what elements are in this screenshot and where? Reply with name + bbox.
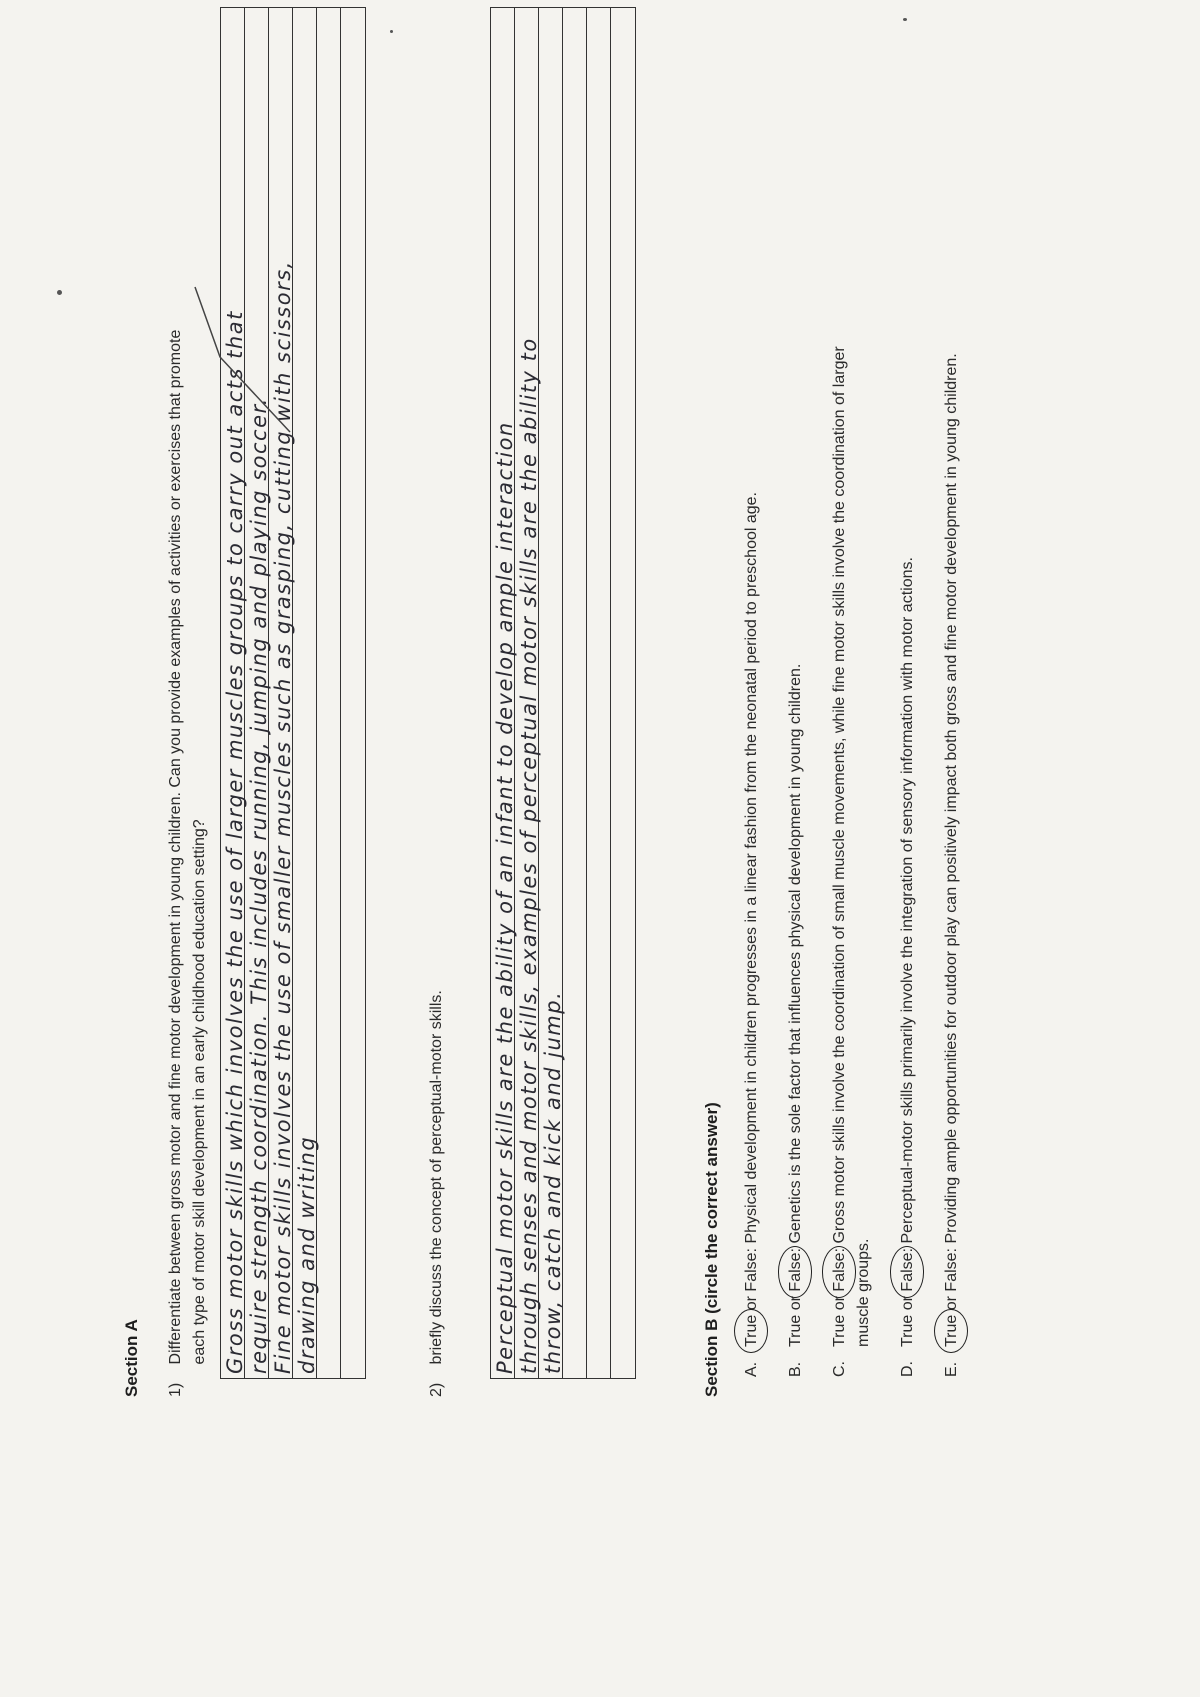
option-false[interactable]: False bbox=[743, 1252, 760, 1292]
option-true[interactable]: True bbox=[899, 1314, 916, 1347]
or-text: or bbox=[943, 1291, 960, 1315]
section-a-title: Section A bbox=[122, 1319, 141, 1397]
tf-item-letter: D. bbox=[899, 1361, 916, 1377]
tf-item-letter: C. bbox=[831, 1361, 848, 1377]
answer-2-row bbox=[611, 8, 635, 1378]
option-false[interactable]: False bbox=[943, 1252, 960, 1292]
tf-item-letter: E. bbox=[943, 1361, 960, 1377]
answer-2-row bbox=[539, 8, 563, 1378]
answer-1-handwriting: drawing and writing bbox=[295, 1135, 319, 1374]
or-text: or bbox=[899, 1291, 916, 1315]
tf-statement-continued: muscle groups. bbox=[855, 1238, 872, 1347]
question-1-number: 1) bbox=[167, 1382, 184, 1397]
tf-item bbox=[740, 7, 764, 1377]
option-false[interactable]: False bbox=[784, 1252, 808, 1291]
option-true[interactable]: True bbox=[940, 1315, 964, 1347]
tf-statement: : Physical development in children progresses in a linear fashion from the neonatal period to preschool age. bbox=[743, 491, 760, 1253]
scan-speck bbox=[57, 290, 62, 295]
option-false[interactable]: False bbox=[896, 1252, 920, 1291]
tf-item-letter: B. bbox=[787, 1361, 804, 1377]
scan-speck bbox=[903, 18, 907, 21]
section-b-title: Section B (circle the correct answer) bbox=[702, 1102, 721, 1397]
scan-speck bbox=[390, 30, 393, 33]
answer-1-row bbox=[293, 8, 317, 1378]
true-false-list bbox=[740, 7, 984, 1377]
answer-1-row bbox=[221, 8, 245, 1378]
option-true[interactable]: True bbox=[831, 1314, 848, 1347]
answer-2-handwriting: Perceptual motor skills are the ability of an infant to develop ample interaction bbox=[493, 421, 517, 1374]
question-1-text-line2: each type of motor skill development in an early childhood education setting? bbox=[191, 819, 208, 1365]
answer-2-row bbox=[491, 8, 515, 1378]
answer-1-row bbox=[317, 8, 341, 1378]
answer-box-1 bbox=[220, 7, 366, 1379]
question-2-number: 2) bbox=[428, 1382, 445, 1397]
tf-item bbox=[828, 7, 876, 1377]
question-1 bbox=[164, 17, 212, 1397]
answer-1-row bbox=[245, 8, 269, 1378]
tf-item-letter: A. bbox=[743, 1361, 760, 1377]
option-false[interactable]: False bbox=[828, 1252, 852, 1291]
tf-statement: : Gross motor skills involve the coordination of small muscle movements, while fine motor skills involve the coordination of larger bbox=[831, 346, 848, 1253]
answer-2-handwriting: throw, catch and kick and jump. bbox=[541, 990, 565, 1374]
or-text: or bbox=[831, 1291, 848, 1315]
answer-1-handwriting: require strength coordination. This includes running, jumping and playing soccer. bbox=[247, 397, 271, 1374]
question-2 bbox=[425, 990, 449, 1397]
tf-item bbox=[784, 7, 808, 1377]
option-true[interactable]: True bbox=[787, 1314, 804, 1347]
answer-1-handwriting: Fine motor skills involves the use of smaller muscles such as grasping, cutting with scissors, bbox=[271, 260, 295, 1374]
question-2-text: briefly discuss the concept of perceptual-motor skills. bbox=[428, 990, 445, 1365]
answer-2-row bbox=[587, 8, 611, 1378]
answer-1-row bbox=[341, 8, 365, 1378]
tf-statement: : Perceptual-motor skills primarily involve the integration of sensory information with motor actions. bbox=[899, 557, 916, 1253]
answer-1-handwriting: Gross motor skills which involves the use of larger muscles groups to carry out acts that bbox=[223, 310, 247, 1374]
tf-item bbox=[940, 7, 964, 1377]
pen-stroke-mark bbox=[190, 277, 300, 437]
tf-statement: : Genetics is the sole factor that influences physical development in young children. bbox=[787, 663, 804, 1253]
tf-item bbox=[896, 7, 920, 1377]
answer-1-row bbox=[269, 8, 293, 1378]
answer-box-2 bbox=[490, 7, 636, 1379]
answer-2-row bbox=[515, 8, 539, 1378]
option-true[interactable]: True bbox=[740, 1315, 764, 1347]
answer-2-row bbox=[563, 8, 587, 1378]
tf-statement: : Providing ample opportunities for outdoor play can positively impact both gross and fine motor development in young children. bbox=[943, 353, 960, 1253]
question-1-text-line1: Differentiate between gross motor and fine motor development in young children. Can you provide examples of activities or exercises that promote bbox=[167, 329, 184, 1365]
or-text: or bbox=[787, 1291, 804, 1315]
or-text: or bbox=[743, 1291, 760, 1315]
answer-2-handwriting: through senses and motor skills, examples of perceptual motor skills are the ability to bbox=[517, 337, 541, 1374]
